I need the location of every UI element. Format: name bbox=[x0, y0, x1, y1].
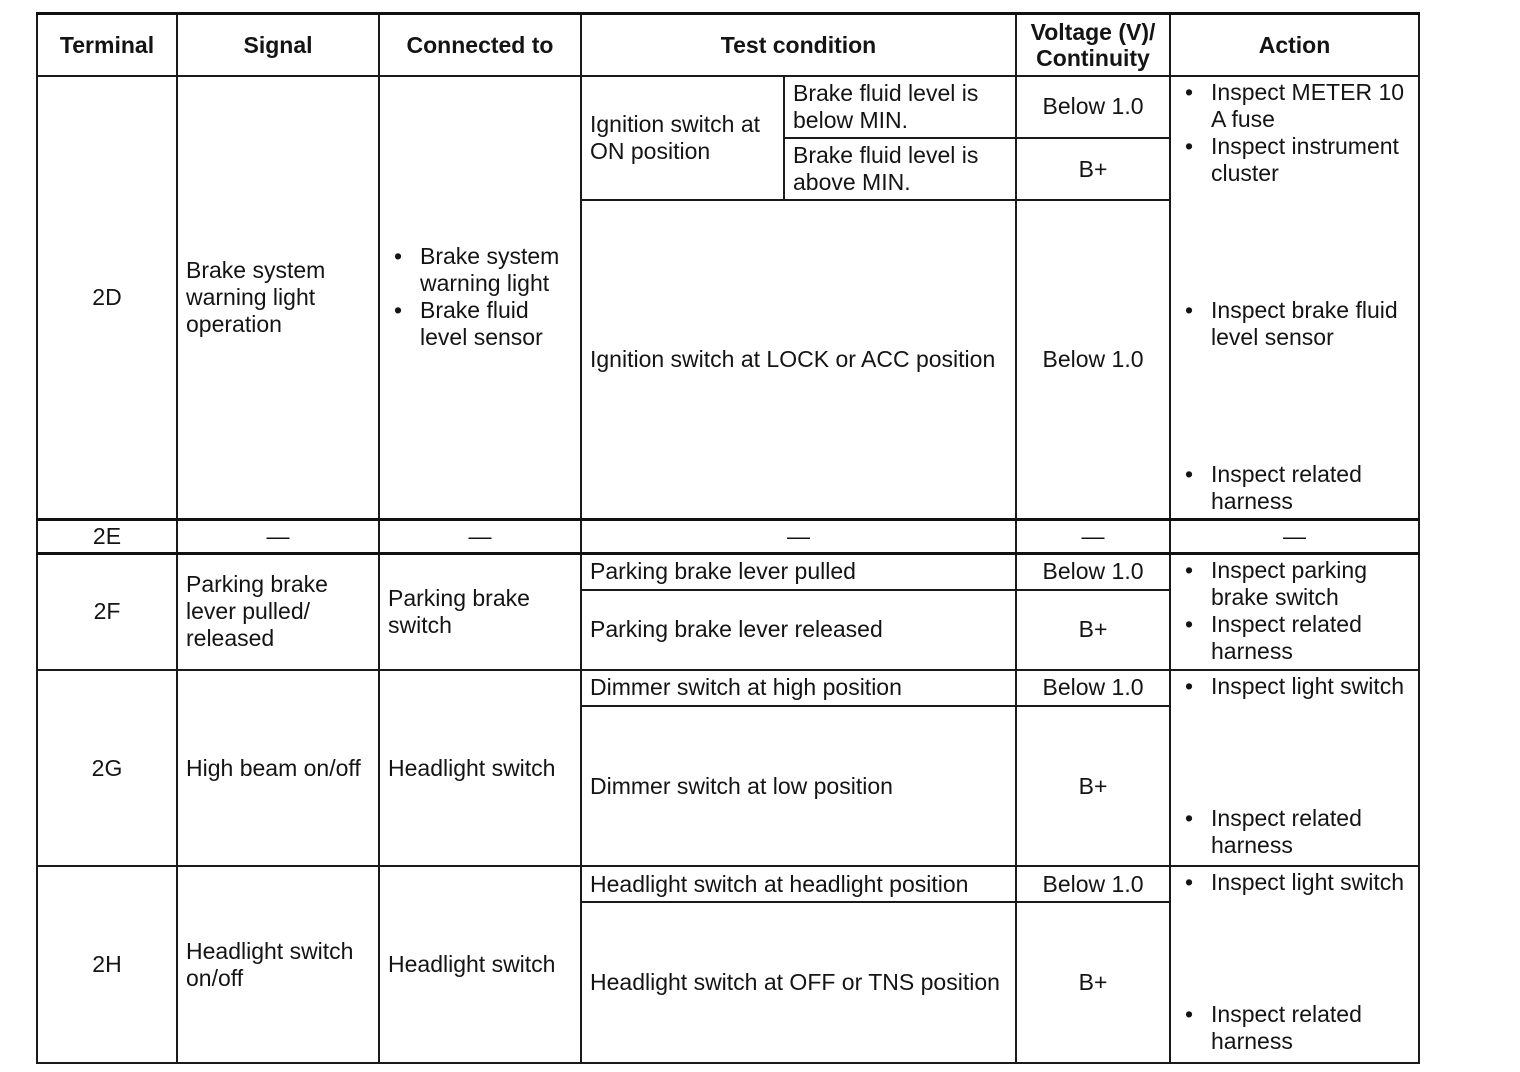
voltage-fluid-above: B+ bbox=[1016, 138, 1170, 200]
table-row-2d-a bbox=[37, 76, 1419, 138]
terminal-2d: 2D bbox=[37, 76, 177, 520]
connected-to-2h: Headlight switch bbox=[379, 866, 581, 1063]
action-2d bbox=[1170, 76, 1419, 520]
action-item: • Inspect light switch bbox=[1179, 673, 1410, 700]
action-2g bbox=[1170, 670, 1419, 867]
connected-to-2f: Parking brake switch bbox=[379, 554, 581, 670]
voltage-2f-pulled: Below 1.0 bbox=[1016, 554, 1170, 590]
voltage-2g-low: B+ bbox=[1016, 706, 1170, 866]
terminal-2g: 2G bbox=[37, 670, 177, 867]
action-item: • Inspect light switch bbox=[1179, 869, 1410, 896]
connected-item: • Brake system warning light bbox=[388, 243, 572, 297]
voltage-fluid-below: Below 1.0 bbox=[1016, 76, 1170, 138]
signal-2g: High beam on/off bbox=[177, 670, 379, 867]
condition-ignition-on: Ignition switch at ON position bbox=[581, 76, 784, 200]
condition-2e: — bbox=[581, 519, 1016, 553]
header-voltage: Voltage (V)/ Continuity bbox=[1016, 14, 1170, 76]
terminal-inspection-table bbox=[36, 12, 1420, 1064]
table-row-2g-a bbox=[37, 670, 1419, 706]
terminal-2e: 2E bbox=[37, 519, 177, 553]
condition-2h-headlight: Headlight switch at headlight position bbox=[581, 866, 1016, 902]
signal-2e: — bbox=[177, 519, 379, 553]
header-test-condition: Test condition bbox=[581, 14, 1016, 76]
connected-to-2g: Headlight switch bbox=[379, 670, 581, 867]
voltage-2g-high: Below 1.0 bbox=[1016, 670, 1170, 706]
subcondition-fluid-below: Brake fluid level is below MIN. bbox=[784, 76, 1016, 138]
action-2h bbox=[1170, 866, 1419, 1063]
action-item: • Inspect related harness bbox=[1179, 805, 1410, 859]
terminal-2h: 2H bbox=[37, 866, 177, 1063]
signal-2d: Brake system warning light operation bbox=[177, 76, 379, 520]
action-item: • Inspect related harness bbox=[1179, 1001, 1410, 1055]
subcondition-fluid-above: Brake fluid level is above MIN. bbox=[784, 138, 1016, 200]
signal-2f: Parking brake lever pulled/ released bbox=[177, 554, 379, 670]
voltage-2h-headlight: Below 1.0 bbox=[1016, 866, 1170, 902]
table-row-2e bbox=[37, 519, 1419, 553]
condition-2h-off: Headlight switch at OFF or TNS position bbox=[581, 902, 1016, 1063]
voltage-ignition-lock: Below 1.0 bbox=[1016, 200, 1170, 519]
voltage-2f-released: B+ bbox=[1016, 590, 1170, 670]
header-signal: Signal bbox=[177, 14, 379, 76]
action-2e: — bbox=[1170, 519, 1419, 553]
condition-2f-released: Parking brake lever released bbox=[581, 590, 1016, 670]
table-row-2h-a bbox=[37, 866, 1419, 902]
action-item: • Inspect related harness bbox=[1179, 611, 1410, 665]
condition-ignition-lock: Ignition switch at LOCK or ACC position bbox=[581, 200, 1016, 519]
header-terminal: Terminal bbox=[37, 14, 177, 76]
connected-to-2d bbox=[379, 76, 581, 520]
voltage-2h-off: B+ bbox=[1016, 902, 1170, 1063]
header-connected-to: Connected to bbox=[379, 14, 581, 76]
action-item: • Inspect parking brake switch bbox=[1179, 557, 1410, 611]
action-item: • Inspect METER 10 A fuse bbox=[1179, 79, 1410, 133]
signal-2h: Headlight switch on/off bbox=[177, 866, 379, 1063]
header-row bbox=[37, 14, 1419, 76]
condition-2g-low: Dimmer switch at low position bbox=[581, 706, 1016, 866]
table-row-2f-a bbox=[37, 554, 1419, 590]
connected-to-2e: — bbox=[379, 519, 581, 553]
condition-2f-pulled: Parking brake lever pulled bbox=[581, 554, 1016, 590]
connected-item: • Brake fluid level sensor bbox=[388, 297, 572, 351]
inspection-table-sheet bbox=[36, 12, 1418, 1064]
action-item: • Inspect related harness bbox=[1179, 461, 1410, 515]
action-item: • Inspect brake fluid level sensor bbox=[1179, 297, 1410, 351]
action-item: • Inspect instrument cluster bbox=[1179, 133, 1410, 187]
action-2f bbox=[1170, 554, 1419, 670]
voltage-2e: — bbox=[1016, 519, 1170, 553]
terminal-2f: 2F bbox=[37, 554, 177, 670]
header-action: Action bbox=[1170, 14, 1419, 76]
condition-2g-high: Dimmer switch at high position bbox=[581, 670, 1016, 706]
